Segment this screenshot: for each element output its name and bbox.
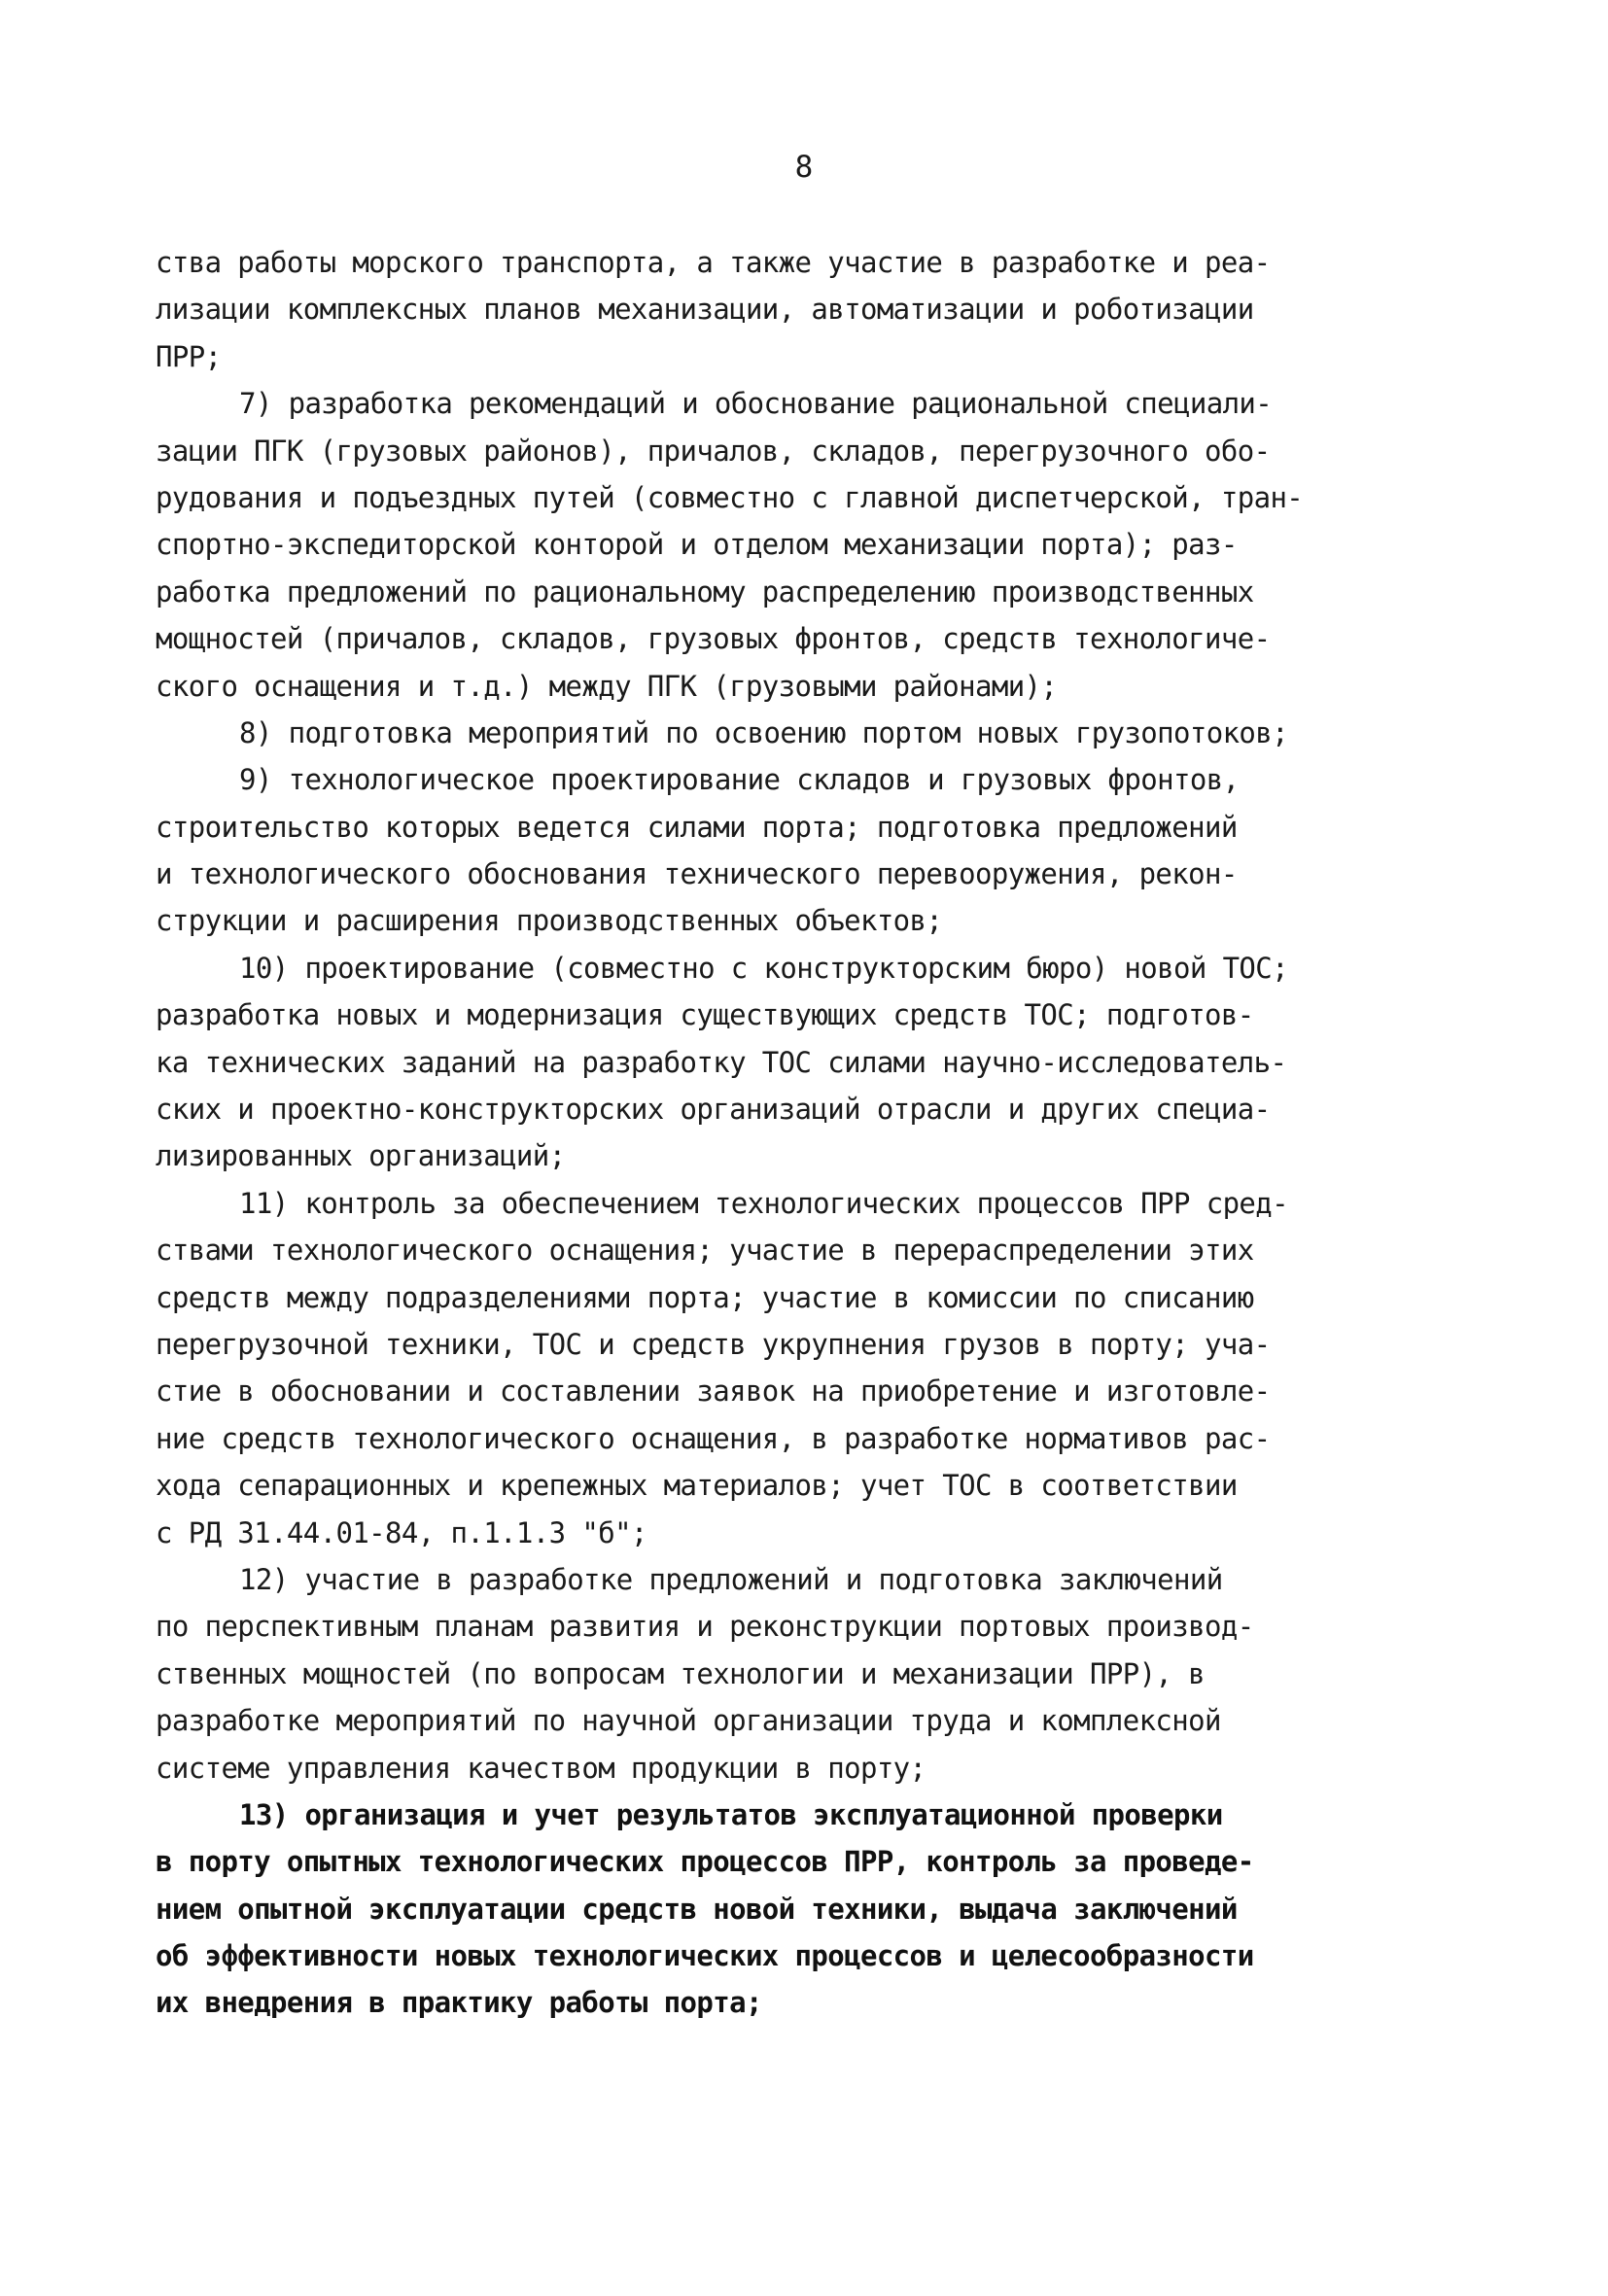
text-line: рудования и подъездных путей (совместно с главной диспетчерской, тран- [156,480,1304,514]
text-line: и технологического обоснования технического перевооружения, рекон- [156,857,1238,891]
text-line: спортно-экспедиторской конторой и отделом механизации порта); раз- [156,528,1238,562]
text-line: 12) участие в разработке предложений и подготовка заключений [239,1562,1223,1596]
text-line: ственных мощностей (по вопросам технологии и механизации ПРР), в [156,1656,1206,1690]
text-line: разработка новых и модернизация существующих средств ТОС; подготов- [156,998,1254,1032]
text-line: 13) организация и учет результатов эксплуатационной проверки [239,1797,1223,1831]
text-line: по перспективным планам развития и реконструкции портовых производ- [156,1610,1254,1644]
text-line: лизации комплексных планов механизации, автоматизации и роботизации [156,293,1254,327]
text-line: мощностей (причалов, складов, грузовых фронтов, средств технологиче- [156,622,1271,656]
page-number: 8 [794,150,814,185]
body-text [156,239,1478,2027]
text-line: об эффективности новых технологических процессов и целесообразности [156,1939,1254,1973]
text-line: перегрузочной техники, ТОС и средств укрупнения грузов в порту; уча- [156,1327,1271,1361]
text-line: ствами технологического оснащения; участие в перераспределении этих [156,1234,1254,1268]
text-line: ка технических заданий на разработку ТОС силами научно-исследователь- [156,1045,1287,1079]
text-line: струкции и расширения производственных объектов; [156,904,943,938]
text-line: нием опытной эксплуатации средств новой техники, выдача заключений [156,1892,1238,1926]
text-line: 10) проектирование (совместно с конструкторским бюро) новой ТОС; [239,951,1289,985]
text-line: ние средств технологического оснащения, в разработке нормативов рас- [156,1421,1271,1455]
text-line: работка предложений по рациональному распределению производственных [156,574,1254,609]
text-line: ского оснащения и т.д.) между ПГК (грузовыми районами); [156,669,1058,703]
text-line: 8) подготовка мероприятий по освоению портом новых грузопотоков; [239,715,1289,749]
text-line: строительство которых ведется силами порта; подготовка предложений [156,810,1238,844]
text-line: зации ПГК (грузовых районов), причалов, складов, перегрузочного обо- [156,434,1271,468]
text-line: средств между подразделениями порта; участие в комиссии по списанию [156,1280,1254,1314]
text-line: ПРР; [156,339,222,373]
text-line: ства работы морского транспорта, а также участие в разработке и реа- [156,246,1271,279]
text-line: в порту опытных технологических процессов ПРР, контроль за проведе- [156,1845,1254,1879]
text-line: 7) разработка рекомендаций и обоснование рациональной специали- [239,387,1273,421]
text-line: 11) контроль за обеспечением технологических процессов ПРР сред- [239,1186,1289,1220]
text-line: 9) технологическое проектирование складов и грузовых фронтов, [239,763,1240,797]
text-line: системе управления качеством продукции в порту; [156,1751,926,1785]
text-line: с РД 31.44.01-84, п.1.1.3 "б"; [156,1515,647,1549]
text-line: лизированных организаций; [156,1139,566,1173]
text-line: стие в обосновании и составлении заявок на приобретение и изготовле- [156,1374,1271,1409]
text-line: ских и проектно-конструкторских организаций отрасли и других специа- [156,1093,1271,1127]
text-line: их внедрения в практику работы порта; [156,1986,762,2020]
text-line: хода сепарационных и крепежных материалов; учет ТОС в соответствии [156,1469,1238,1503]
text-line: разработке мероприятий по научной организации труда и комплексной [156,1704,1221,1738]
